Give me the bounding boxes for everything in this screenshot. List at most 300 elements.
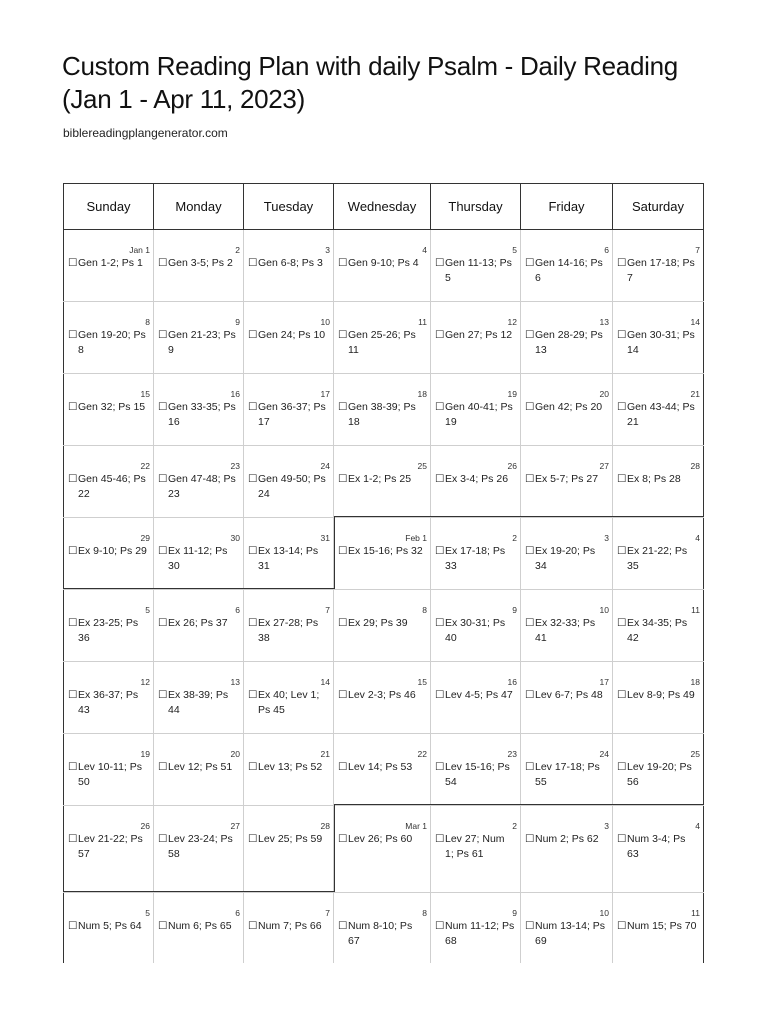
checkbox-icon[interactable]: ☐ xyxy=(435,329,445,341)
checkbox-icon[interactable]: ☐ xyxy=(617,833,627,845)
day-date: 3 xyxy=(604,533,609,543)
day-cell xyxy=(154,302,244,374)
checkbox-icon[interactable]: ☐ xyxy=(68,401,78,413)
checkbox-icon[interactable]: ☐ xyxy=(68,617,78,629)
day-cell xyxy=(431,662,521,734)
day-cell xyxy=(613,446,704,518)
day-cell xyxy=(64,893,154,964)
checkbox-icon[interactable]: ☐ xyxy=(338,617,348,629)
day-date: Feb 1 xyxy=(405,533,427,543)
checkbox-icon[interactable]: ☐ xyxy=(158,761,168,773)
reading-text: Num 8-10; Ps 67 xyxy=(348,920,413,947)
checkbox-icon[interactable]: ☐ xyxy=(525,833,535,845)
week-row xyxy=(64,374,704,446)
checkbox-icon[interactable]: ☐ xyxy=(158,617,168,629)
day-cell xyxy=(64,734,154,806)
reading-text: Ex 30-31; Ps 40 xyxy=(445,617,506,644)
reading-item xyxy=(244,759,333,775)
checkbox-icon[interactable]: ☐ xyxy=(158,401,168,413)
reading-text: Gen 3-5; Ps 2 xyxy=(168,257,233,269)
day-date: Jan 1 xyxy=(129,245,150,255)
day-date: 2 xyxy=(512,533,517,543)
reading-item xyxy=(244,831,333,847)
checkbox-icon[interactable]: ☐ xyxy=(617,761,627,773)
checkbox-icon[interactable]: ☐ xyxy=(68,920,78,932)
checkbox-icon[interactable]: ☐ xyxy=(248,401,258,413)
week-row xyxy=(64,230,704,302)
reading-text: Gen 45-46; Ps 22 xyxy=(78,473,146,500)
checkbox-icon[interactable]: ☐ xyxy=(68,689,78,701)
day-cell xyxy=(244,590,334,662)
reading-item xyxy=(64,471,153,502)
day-cell xyxy=(521,374,613,446)
day-cell xyxy=(244,446,334,518)
day-cell xyxy=(613,230,704,302)
reading-item xyxy=(64,399,153,415)
checkbox-icon[interactable]: ☐ xyxy=(338,833,348,845)
checkbox-icon[interactable]: ☐ xyxy=(617,401,627,413)
day-cell xyxy=(613,806,704,893)
reading-item xyxy=(431,687,520,703)
weekday-header-sunday: Sunday xyxy=(64,184,154,230)
day-cell xyxy=(334,518,431,590)
checkbox-icon[interactable]: ☐ xyxy=(68,761,78,773)
checkbox-icon[interactable]: ☐ xyxy=(525,545,535,557)
weekday-header-row xyxy=(64,184,704,230)
checkbox-icon[interactable]: ☐ xyxy=(248,329,258,341)
checkbox-icon[interactable]: ☐ xyxy=(158,545,168,557)
day-cell xyxy=(431,518,521,590)
day-cell xyxy=(64,662,154,734)
reading-text: Ex 23-25; Ps 36 xyxy=(78,617,139,644)
reading-item xyxy=(244,543,333,574)
day-cell xyxy=(431,806,521,893)
site-url: biblereadingplangenerator.com xyxy=(63,126,228,140)
day-date: 11 xyxy=(418,317,427,327)
checkbox-icon[interactable]: ☐ xyxy=(338,920,348,932)
reading-text: Num 13-14; Ps 69 xyxy=(535,920,606,947)
day-date: 5 xyxy=(512,245,517,255)
week-row xyxy=(64,302,704,374)
reading-item xyxy=(64,543,153,559)
reading-item xyxy=(613,759,703,790)
reading-item xyxy=(521,759,612,790)
day-date: 2 xyxy=(512,821,517,831)
week-row xyxy=(64,590,704,662)
day-cell xyxy=(154,806,244,893)
checkbox-icon[interactable]: ☐ xyxy=(617,920,627,932)
checkbox-icon[interactable]: ☐ xyxy=(338,329,348,341)
checkbox-icon[interactable]: ☐ xyxy=(68,257,78,269)
day-date: 23 xyxy=(507,749,517,759)
day-date: 7 xyxy=(325,605,330,615)
reading-item xyxy=(613,471,703,487)
reading-text: Gen 36-37; Ps 17 xyxy=(258,401,326,428)
checkbox-icon[interactable]: ☐ xyxy=(525,401,535,413)
checkbox-icon[interactable]: ☐ xyxy=(158,689,168,701)
checkbox-icon[interactable]: ☐ xyxy=(338,689,348,701)
day-date: Mar 1 xyxy=(405,821,427,831)
checkbox-icon[interactable]: ☐ xyxy=(158,329,168,341)
day-date: 21 xyxy=(320,749,330,759)
day-date: 7 xyxy=(695,245,700,255)
day-cell xyxy=(613,518,704,590)
reading-item xyxy=(521,918,612,949)
reading-text: Gen 24; Ps 10 xyxy=(258,329,326,341)
day-date: 4 xyxy=(422,245,427,255)
checkbox-icon[interactable]: ☐ xyxy=(68,833,78,845)
day-date: 12 xyxy=(140,677,150,687)
day-cell xyxy=(334,806,431,893)
day-date: 17 xyxy=(599,677,609,687)
day-date: 29 xyxy=(140,533,150,543)
day-date: 8 xyxy=(145,317,150,327)
week-row xyxy=(64,446,704,518)
reading-text: Ex 27-28; Ps 38 xyxy=(258,617,319,644)
reading-item xyxy=(154,918,243,934)
reading-item xyxy=(154,543,243,574)
day-cell xyxy=(154,734,244,806)
day-cell xyxy=(431,230,521,302)
reading-text: Lev 4-5; Ps 47 xyxy=(445,689,513,701)
day-date: 12 xyxy=(507,317,517,327)
day-date: 14 xyxy=(320,677,330,687)
month-boundary-line xyxy=(334,516,335,588)
weekday-header-saturday: Saturday xyxy=(613,184,704,230)
day-cell xyxy=(154,518,244,590)
day-cell xyxy=(244,374,334,446)
day-date: 8 xyxy=(422,908,427,918)
checkbox-icon[interactable]: ☐ xyxy=(617,617,627,629)
checkbox-icon[interactable]: ☐ xyxy=(617,545,627,557)
reading-item xyxy=(431,759,520,790)
weekday-header-wednesday: Wednesday xyxy=(334,184,431,230)
day-cell xyxy=(64,230,154,302)
day-date: 20 xyxy=(599,389,609,399)
reading-text: Num 6; Ps 65 xyxy=(168,920,232,932)
day-date: 22 xyxy=(417,749,427,759)
reading-text: Ex 15-16; Ps 32 xyxy=(348,545,423,557)
checkbox-icon[interactable]: ☐ xyxy=(435,920,445,932)
reading-text: Lev 17-18; Ps 55 xyxy=(535,761,600,788)
reading-item xyxy=(244,615,333,646)
day-cell xyxy=(154,893,244,964)
day-date: 4 xyxy=(695,821,700,831)
week-row xyxy=(64,734,704,806)
day-cell xyxy=(244,662,334,734)
checkbox-icon[interactable]: ☐ xyxy=(248,833,258,845)
reading-text: Ex 11-12; Ps 30 xyxy=(168,545,228,572)
reading-item xyxy=(244,399,333,430)
reading-text: Ex 26; Ps 37 xyxy=(168,617,228,629)
reading-item xyxy=(154,831,243,862)
reading-text: Lev 25; Ps 59 xyxy=(258,833,323,845)
month-boundary-line xyxy=(63,891,335,892)
day-date: 6 xyxy=(235,605,240,615)
reading-text: Gen 40-41; Ps 19 xyxy=(445,401,513,428)
checkbox-icon[interactable]: ☐ xyxy=(617,473,627,485)
day-cell xyxy=(154,230,244,302)
reading-item xyxy=(334,399,430,430)
checkbox-icon[interactable]: ☐ xyxy=(525,257,535,269)
checkbox-icon[interactable]: ☐ xyxy=(248,761,258,773)
reading-text: Gen 21-23; Ps 9 xyxy=(168,329,236,356)
reading-text: Num 2; Ps 62 xyxy=(535,833,599,845)
day-date: 10 xyxy=(599,908,609,918)
reading-item xyxy=(613,543,703,574)
reading-item xyxy=(64,255,153,271)
reading-item xyxy=(154,759,243,775)
week-row xyxy=(64,662,704,734)
page-title: Custom Reading Plan with daily Psalm - Daily Reading (Jan 1 - Apr 11, 2023) xyxy=(62,51,678,114)
reading-item xyxy=(244,327,333,343)
reading-item xyxy=(154,687,243,718)
day-date: 21 xyxy=(690,389,700,399)
day-cell xyxy=(154,374,244,446)
day-cell xyxy=(244,302,334,374)
day-cell xyxy=(613,590,704,662)
reading-text: Gen 47-48; Ps 23 xyxy=(168,473,236,500)
checkbox-icon[interactable]: ☐ xyxy=(525,761,535,773)
day-date: 18 xyxy=(417,389,427,399)
weekday-header-monday: Monday xyxy=(154,184,244,230)
reading-text: Gen 28-29; Ps 13 xyxy=(535,329,603,356)
checkbox-icon[interactable]: ☐ xyxy=(338,401,348,413)
day-date: 15 xyxy=(417,677,427,687)
day-date: 14 xyxy=(690,317,700,327)
day-cell xyxy=(521,806,613,893)
day-date: 18 xyxy=(690,677,700,687)
reading-item xyxy=(613,327,703,358)
reading-item xyxy=(521,543,612,574)
checkbox-icon[interactable]: ☐ xyxy=(248,473,258,485)
reading-text: Gen 11-13; Ps 5 xyxy=(445,257,512,284)
weekday-header-friday: Friday xyxy=(521,184,613,230)
checkbox-icon[interactable]: ☐ xyxy=(338,257,348,269)
checkbox-icon[interactable]: ☐ xyxy=(68,473,78,485)
reading-item xyxy=(431,918,520,949)
day-date: 7 xyxy=(325,908,330,918)
checkbox-icon[interactable]: ☐ xyxy=(68,545,78,557)
day-date: 9 xyxy=(512,605,517,615)
day-date: 26 xyxy=(140,821,150,831)
day-date: 3 xyxy=(325,245,330,255)
checkbox-icon[interactable]: ☐ xyxy=(248,257,258,269)
day-cell xyxy=(244,518,334,590)
day-date: 11 xyxy=(691,605,700,615)
checkbox-icon[interactable]: ☐ xyxy=(617,689,627,701)
reading-item xyxy=(64,327,153,358)
reading-item xyxy=(334,615,430,631)
reading-text: Ex 36-37; Ps 43 xyxy=(78,689,139,716)
checkbox-icon[interactable]: ☐ xyxy=(435,617,445,629)
month-boundary-line xyxy=(63,588,335,589)
day-date: 22 xyxy=(140,461,150,471)
day-date: 2 xyxy=(235,245,240,255)
reading-item xyxy=(154,399,243,430)
checkbox-icon[interactable]: ☐ xyxy=(435,401,445,413)
day-date: 11 xyxy=(691,908,700,918)
day-date: 5 xyxy=(145,605,150,615)
reading-text: Lev 23-24; Ps 58 xyxy=(168,833,233,860)
reading-text: Gen 38-39; Ps 18 xyxy=(348,401,416,428)
day-cell xyxy=(521,230,613,302)
checkbox-icon[interactable]: ☐ xyxy=(435,689,445,701)
reading-item xyxy=(613,399,703,430)
day-date: 17 xyxy=(320,389,330,399)
day-cell xyxy=(154,590,244,662)
day-cell xyxy=(334,230,431,302)
day-cell xyxy=(613,893,704,964)
reading-item xyxy=(64,687,153,718)
checkbox-icon[interactable]: ☐ xyxy=(435,473,445,485)
day-cell xyxy=(244,893,334,964)
day-cell xyxy=(613,374,704,446)
reading-item xyxy=(334,918,430,949)
checkbox-icon[interactable]: ☐ xyxy=(338,761,348,773)
day-date: 28 xyxy=(690,461,700,471)
day-cell xyxy=(334,302,431,374)
day-cell xyxy=(431,446,521,518)
reading-item xyxy=(521,471,612,487)
reading-text: Lev 14; Ps 53 xyxy=(348,761,413,773)
reading-item xyxy=(244,471,333,502)
reading-item xyxy=(334,759,430,775)
reading-item xyxy=(154,471,243,502)
reading-text: Gen 19-20; Ps 8 xyxy=(78,329,146,356)
reading-text: Gen 33-35; Ps 16 xyxy=(168,401,236,428)
checkbox-icon[interactable]: ☐ xyxy=(435,545,445,557)
reading-item xyxy=(613,918,703,934)
reading-text: Lev 15-16; Ps 54 xyxy=(445,761,510,788)
day-cell xyxy=(521,446,613,518)
checkbox-icon[interactable]: ☐ xyxy=(435,833,445,845)
checkbox-icon[interactable]: ☐ xyxy=(617,257,627,269)
checkbox-icon[interactable]: ☐ xyxy=(338,473,348,485)
day-cell xyxy=(334,734,431,806)
day-cell xyxy=(334,662,431,734)
checkbox-icon[interactable]: ☐ xyxy=(158,833,168,845)
reading-text: Lev 8-9; Ps 49 xyxy=(627,689,695,701)
reading-text: Gen 25-26; Ps 11 xyxy=(348,329,416,356)
day-cell xyxy=(613,734,704,806)
day-cell xyxy=(431,893,521,964)
reading-item xyxy=(613,255,703,286)
reading-item xyxy=(521,399,612,415)
day-date: 20 xyxy=(230,749,240,759)
checkbox-icon[interactable]: ☐ xyxy=(525,617,535,629)
checkbox-icon[interactable]: ☐ xyxy=(617,329,627,341)
day-date: 8 xyxy=(422,605,427,615)
reading-text: Lev 19-20; Ps 56 xyxy=(627,761,692,788)
day-date: 4 xyxy=(695,533,700,543)
reading-item xyxy=(244,687,333,718)
week-row xyxy=(64,893,704,964)
checkbox-icon[interactable]: ☐ xyxy=(248,617,258,629)
reading-item xyxy=(521,831,612,847)
reading-item xyxy=(431,255,520,286)
reading-text: Lev 10-11; Ps 50 xyxy=(78,761,143,788)
reading-item xyxy=(334,471,430,487)
day-date: 16 xyxy=(230,389,240,399)
checkbox-icon[interactable]: ☐ xyxy=(248,920,258,932)
reading-item xyxy=(431,327,520,343)
month-boundary-line xyxy=(334,804,704,805)
day-cell xyxy=(334,893,431,964)
reading-text: Lev 21-22; Ps 57 xyxy=(78,833,143,860)
reading-item xyxy=(154,615,243,631)
reading-text: Gen 9-10; Ps 4 xyxy=(348,257,419,269)
checkbox-icon[interactable]: ☐ xyxy=(158,473,168,485)
reading-text: Gen 1-2; Ps 1 xyxy=(78,257,143,269)
checkbox-icon[interactable]: ☐ xyxy=(525,473,535,485)
day-date: 27 xyxy=(230,821,240,831)
day-date: 9 xyxy=(512,908,517,918)
reading-item xyxy=(613,831,703,862)
reading-text: Lev 26; Ps 60 xyxy=(348,833,413,845)
reading-text: Gen 49-50; Ps 24 xyxy=(258,473,326,500)
day-cell xyxy=(521,734,613,806)
day-cell xyxy=(64,590,154,662)
day-cell xyxy=(64,518,154,590)
checkbox-icon[interactable]: ☐ xyxy=(525,329,535,341)
day-cell xyxy=(334,374,431,446)
day-cell xyxy=(64,302,154,374)
day-cell xyxy=(431,590,521,662)
reading-text: Lev 6-7; Ps 48 xyxy=(535,689,603,701)
day-date: 13 xyxy=(230,677,240,687)
day-cell xyxy=(521,302,613,374)
day-cell xyxy=(64,446,154,518)
day-date: 13 xyxy=(599,317,609,327)
reading-text: Ex 32-33; Ps 41 xyxy=(535,617,596,644)
checkbox-icon[interactable]: ☐ xyxy=(525,689,535,701)
checkbox-icon[interactable]: ☐ xyxy=(158,257,168,269)
day-cell xyxy=(521,662,613,734)
checkbox-icon[interactable]: ☐ xyxy=(158,920,168,932)
day-date: 16 xyxy=(507,677,517,687)
checkbox-icon[interactable]: ☐ xyxy=(435,257,445,269)
checkbox-icon[interactable]: ☐ xyxy=(338,545,348,557)
reading-item xyxy=(431,615,520,646)
reading-text: Gen 42; Ps 20 xyxy=(535,401,603,413)
day-date: 10 xyxy=(599,605,609,615)
checkbox-icon[interactable]: ☐ xyxy=(248,689,258,701)
checkbox-icon[interactable]: ☐ xyxy=(248,545,258,557)
checkbox-icon[interactable]: ☐ xyxy=(435,761,445,773)
day-cell xyxy=(613,302,704,374)
reading-item xyxy=(334,327,430,358)
reading-item xyxy=(521,615,612,646)
reading-text: Ex 19-20; Ps 34 xyxy=(535,545,596,572)
day-date: 25 xyxy=(417,461,427,471)
reading-item xyxy=(613,687,703,703)
checkbox-icon[interactable]: ☐ xyxy=(68,329,78,341)
day-cell xyxy=(154,446,244,518)
day-date: 6 xyxy=(604,245,609,255)
day-cell xyxy=(521,518,613,590)
checkbox-icon[interactable]: ☐ xyxy=(525,920,535,932)
reading-text: Gen 17-18; Ps 7 xyxy=(627,257,695,284)
reading-item xyxy=(334,831,430,847)
day-cell xyxy=(64,374,154,446)
day-date: 6 xyxy=(235,908,240,918)
reading-item xyxy=(244,255,333,271)
reading-item xyxy=(431,471,520,487)
day-date: 9 xyxy=(235,317,240,327)
reading-text: Num 15; Ps 70 xyxy=(627,920,697,932)
reading-text: Lev 12; Ps 51 xyxy=(168,761,233,773)
